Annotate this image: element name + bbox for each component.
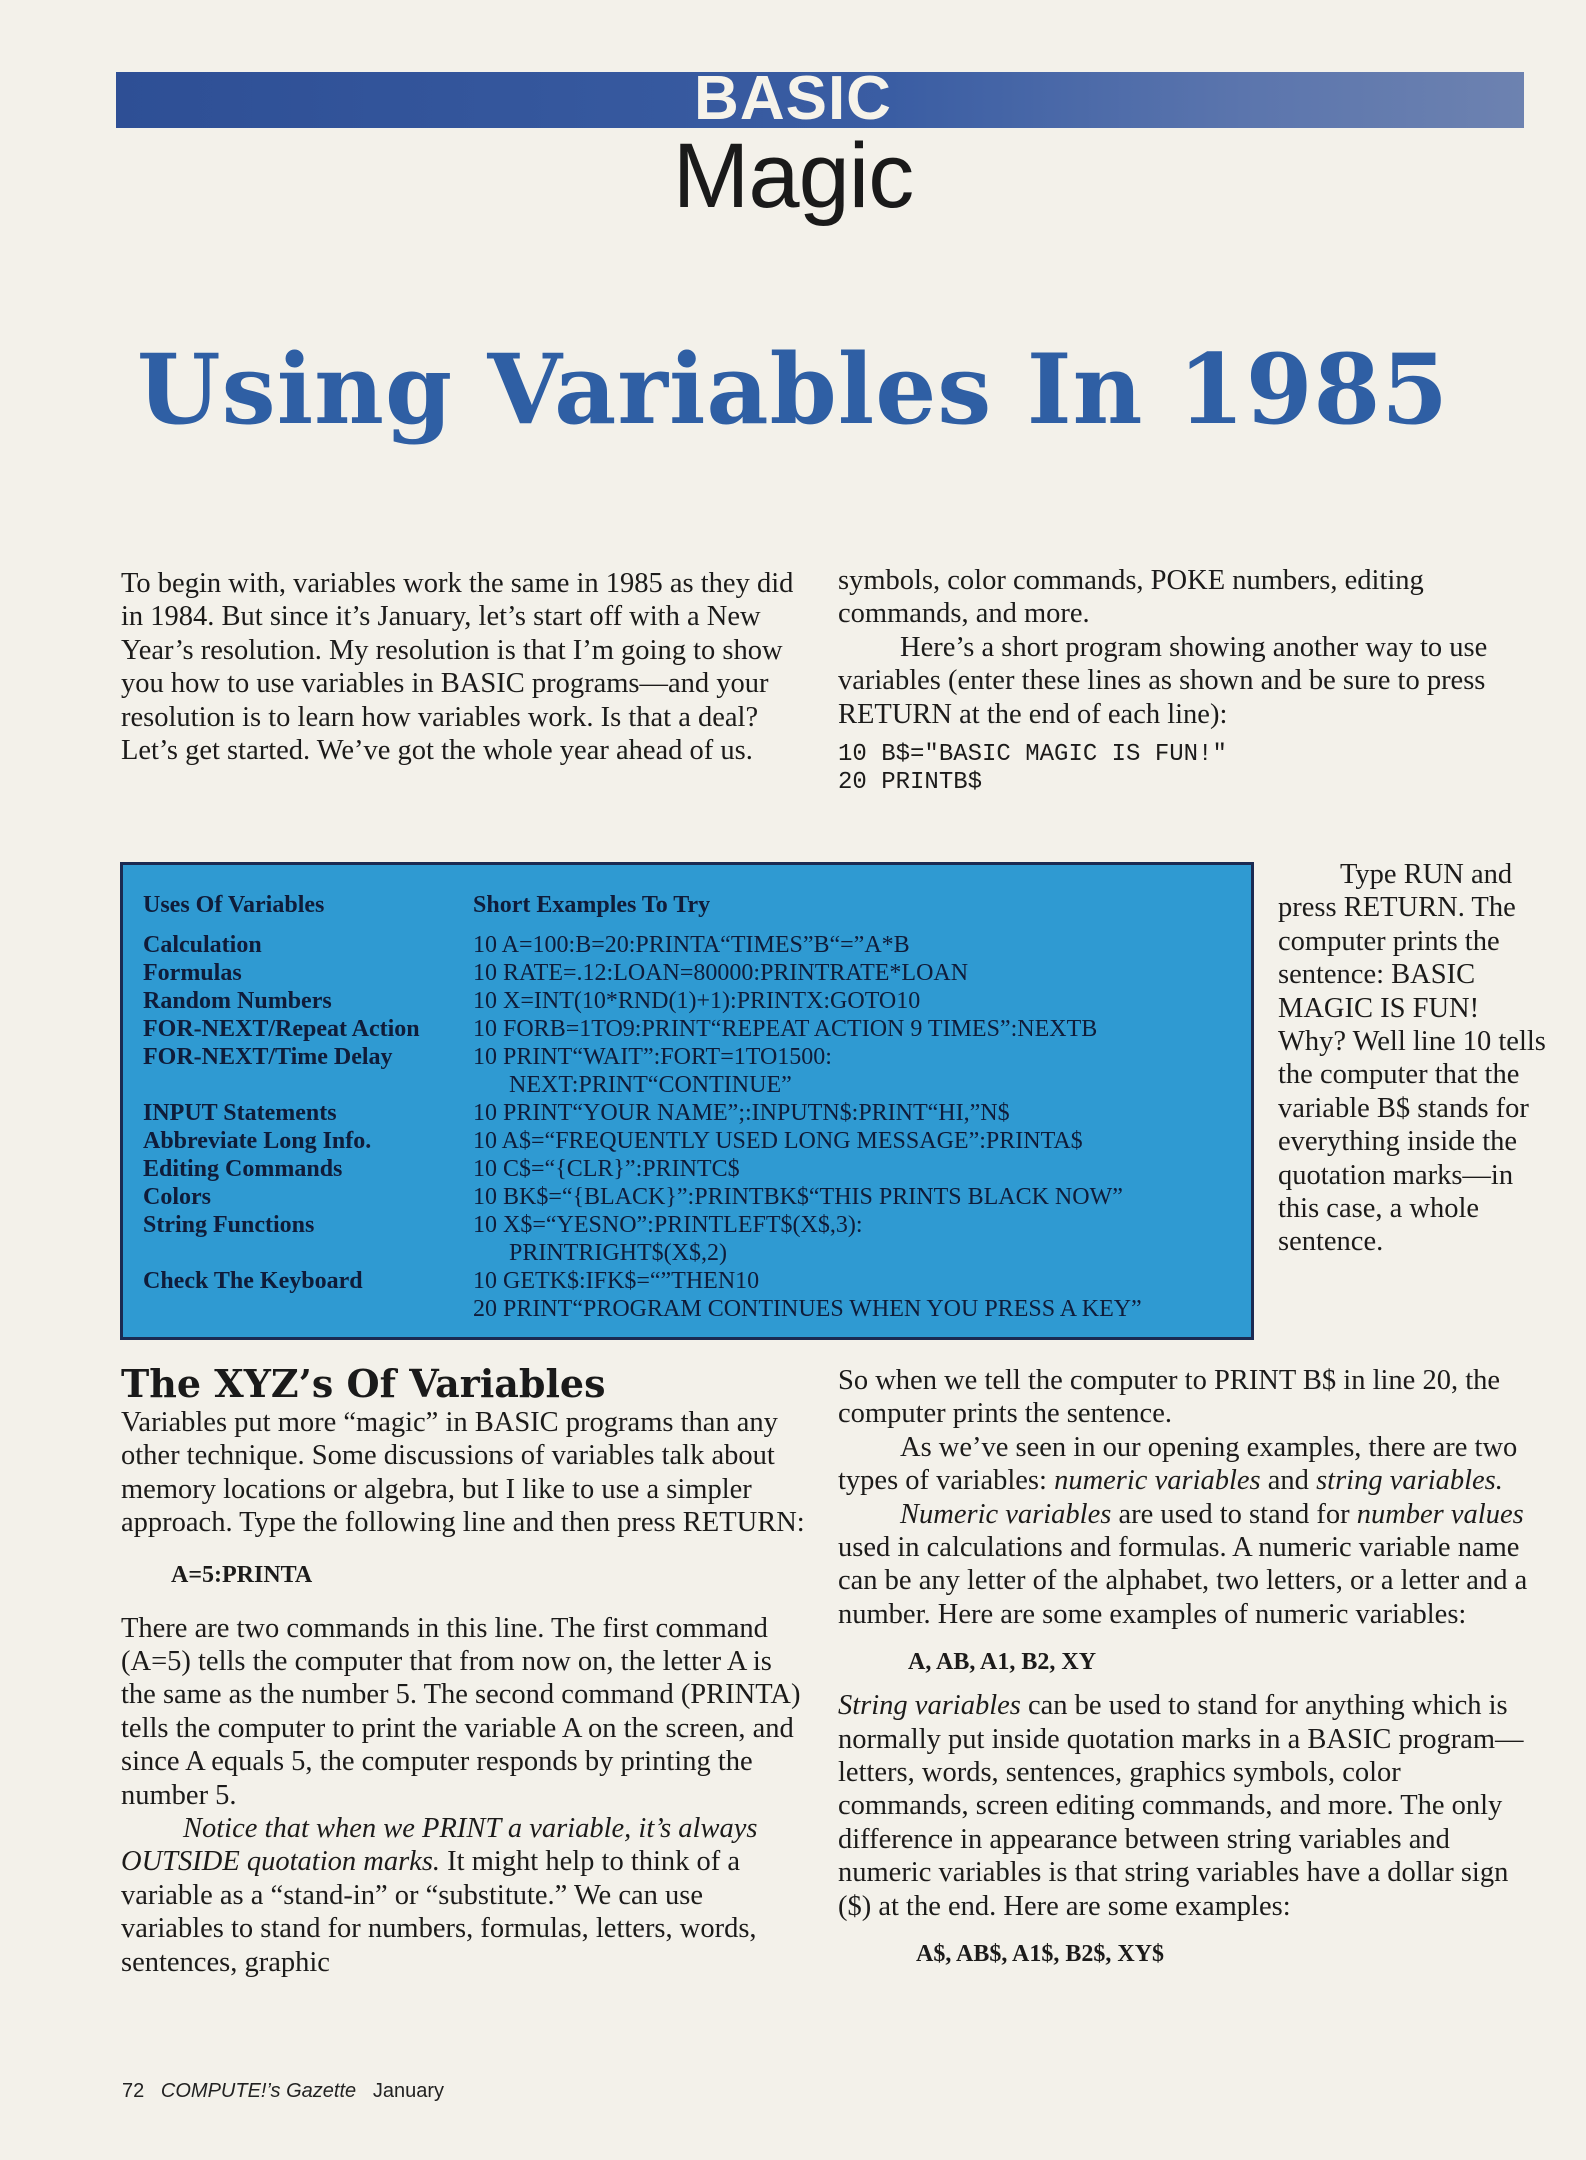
table-cell-example-continued: PRINTRIGHT$(X$,2): [509, 1240, 727, 1266]
lower-right-column: [838, 1364, 1528, 1969]
magazine-name: COMPUTE!’s Gazette: [160, 2080, 357, 2102]
string-variable-examples: A$, AB$, A1$, B2$, XY$: [916, 1941, 1165, 1968]
section-paragraph-2: There are two commands in this line. The first command (A=5) tells the computer that from now on, the letter A is the same as the number 5. The second command (PRINTA) tells the computer to print the variable A on the screen, and since A equals 5, the computer responds by printing the number 5.: [121, 1612, 801, 1811]
table-cell-use: Formulas: [143, 960, 242, 986]
right-p4-italic: String variables: [838, 1690, 1021, 1722]
table-cell-example: 10 X$=“YESNO”:PRINTLEFT$(X$,3):: [473, 1212, 863, 1238]
right-p2-italic-2: string variables.: [1316, 1465, 1503, 1497]
table-cell-use: Abbreviate Long Info.: [143, 1128, 372, 1154]
right-paragraph-3: [838, 1498, 1528, 1632]
table-cell-use: Colors: [143, 1184, 211, 1210]
page-number: 72: [122, 2080, 145, 2102]
paragraph-3-rest: It might help to think of a variable as a “stand-in” or “substitute.” We can use variables to stand for numbers, formulas, letters, words, sentences, graphic: [121, 1846, 757, 1978]
lower-left-column: [121, 1362, 811, 1979]
right-p2-text-b: and: [1260, 1465, 1317, 1497]
table-cell-example: 10 C$=“{CLR}”:PRINTC$: [473, 1156, 740, 1182]
right-p3-text-b: used in calculations and formulas. A numeric variable name can be any letter of the alphabet, two letters, or a letter and a number. Here are some examples of numeric variables:: [838, 1532, 1528, 1630]
section-paragraph-1: Variables put more “magic” in BASIC programs than any other technique. Some discussions of variables talk about memory locations or algebra, but I like to use a simpler approach. Type the following line and then press RETURN:: [121, 1407, 805, 1539]
section-heading: The XYZ’s Of Variables: [121, 1361, 606, 1406]
section-paragraph-3: [121, 1812, 811, 1979]
side-paragraph: Type RUN and press RETURN. The computer prints the sentence: BASIC MAGIC IS FUN! Why? Well line 10 tells the computer that the variable B$ stands for everything inside the quotation marks—in this case, a whole sentence.: [1278, 859, 1546, 1258]
right-p4-text: can be used to stand for anything which is normally put inside quotation marks in a BASIC program—letters, words, sentences, graphics symbols, color commands, screen editing commands, and more. The only difference in appearance between string variables and numeric variables is that string variables have a dollar sign ($) at the end. Here are some examples:: [838, 1690, 1524, 1922]
table-cell-example: 10 PRINT“WAIT”:FORT=1TO1500:: [473, 1044, 832, 1070]
table-cell-use: Random Numbers: [143, 988, 332, 1014]
side-column-text: [1278, 858, 1550, 1259]
table-cell-use: FOR-NEXT/Repeat Action: [143, 1016, 420, 1042]
table-cell-example: 10 FORB=1TO9:PRINT“REPEAT ACTION 9 TIMES”:NEXTB: [473, 1016, 1098, 1042]
right-intro-p1: symbols, color commands, POKE numbers, editing commands, and more.: [838, 565, 1424, 630]
numeric-variable-examples: A, AB, A1, B2, XY: [908, 1649, 1097, 1676]
italic-note: Notice that when we PRINT a variable, it’s always OUTSIDE quotation marks.: [121, 1813, 758, 1878]
intro-left-column: [121, 567, 797, 767]
table-cell-example: 10 GETK$:IFK$=“”THEN10: [473, 1268, 760, 1294]
right-p3-text-a: are used to stand for: [1111, 1498, 1357, 1530]
table-cell-example: 10 A$=“FREQUENTLY USED LONG MESSAGE”:PRINTA$: [473, 1128, 1083, 1154]
right-p2-text-a: As we’ve seen in our opening examples, there are two types of variables:: [838, 1431, 1518, 1497]
table-cell-example: 10 PRINT“YOUR NAME”;:INPUTN$:PRINT“HI,”N$: [473, 1100, 1010, 1126]
right-intro-p2: Here’s a short program showing another way to use variables (enter these lines as shown and be sure to press RETURN at the end of each line):: [838, 631, 1488, 730]
right-paragraph-1: So when we tell the computer to PRINT B$ in line 20, the computer prints the sentence.: [838, 1365, 1501, 1430]
table-cell-use: Editing Commands: [143, 1156, 343, 1182]
table-cell-use: Check The Keyboard: [143, 1268, 363, 1294]
table-header-example: Short Examples To Try: [473, 892, 711, 918]
table-cell-example: 10 RATE=.12:LOAN=80000:PRINTRATE*LOAN: [473, 960, 969, 986]
table-cell-example: 10 X=INT(10*RND(1)+1):PRINTX:GOTO10: [473, 988, 921, 1014]
table-cell-use: Calculation: [143, 932, 262, 958]
banner-magic: Magic: [672, 125, 914, 227]
right-p3-italic-1: Numeric variables: [900, 1498, 1112, 1530]
right-p2-italic-1: numeric variables: [1054, 1465, 1261, 1497]
issue-month: January: [372, 2080, 444, 2102]
right-p3-italic-2: number values: [1356, 1498, 1524, 1530]
table-cell-example-continued: NEXT:PRINT“CONTINUE”: [509, 1072, 792, 1098]
banner-basic: BASIC: [694, 64, 892, 133]
table-cell-example: 10 A=100:B=20:PRINTA“TIMES”B“=”A*B: [473, 932, 910, 958]
table-cell-use: INPUT Statements: [143, 1100, 337, 1126]
intro-right-column: [838, 564, 1528, 797]
table-cell-example: 10 BK$=“{BLACK}”:PRINTBK$“THIS PRINTS BLACK NOW”: [473, 1184, 1123, 1210]
code-line-1: 10 B$="BASIC MAGIC IS FUN!": [838, 741, 1227, 769]
sample-line: A=5:PRINTA: [171, 1561, 313, 1588]
uses-of-variables-table: [120, 862, 1254, 1340]
right-paragraph-2: [838, 1431, 1528, 1498]
code-line-2: 20 PRINTB$: [838, 769, 983, 797]
table-cell-use: FOR-NEXT/Time Delay: [143, 1044, 393, 1070]
right-paragraph-4: [838, 1689, 1528, 1923]
page-footer: [122, 2080, 444, 2103]
article-headline: Using Variables In 1985: [136, 333, 1450, 446]
table-header-use: Uses Of Variables: [143, 892, 325, 918]
table-cell-use: String Functions: [143, 1212, 315, 1238]
table-cell-example-continued: 20 PRINT“PROGRAM CONTINUES WHEN YOU PRESS A KEY”: [473, 1296, 1142, 1322]
intro-paragraph: To begin with, variables work the same in 1985 as they did in 1984. But since it’s January, let’s start off with a New Year’s resolution. My resolution is that I’m going to show you how to use variables in BASIC programs—and your resolution is to learn how variables work. Is that a deal? Let’s get started. We’ve got the whole year ahead of us.: [121, 568, 794, 767]
